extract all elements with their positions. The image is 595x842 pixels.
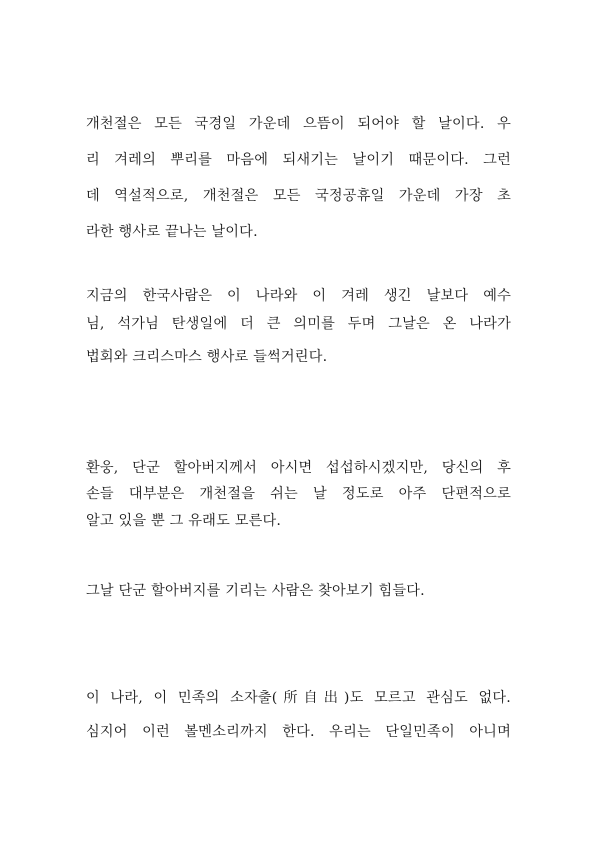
text-line: 알고 있을 뿐 그 유래도 모른다. <box>86 513 282 529</box>
text-line: 리 겨레의 뿌리를 마음에 되새기는 날이기 때문이다. 그런 <box>86 152 511 168</box>
text-line: 라한 행사로 끝나는 날이다. <box>86 224 258 240</box>
text-line: 이 나라, 이 민족의 소자출(所自出)도 모르고 관심도 없다. <box>86 690 511 706</box>
text-line: 법회와 크리스마스 행사로 들썩거린다. <box>86 349 328 365</box>
text-line: 지금의 한국사람은 이 나라와 이 겨레 생긴 날보다 예수 <box>86 288 511 304</box>
text-line: 님, 석가님 탄생일에 더 큰 의미를 두며 그날은 온 나라가 <box>86 316 511 332</box>
text-line: 손들 대부분은 개천절을 쉬는 날 정도로 아주 단편적으로 <box>86 486 511 502</box>
text-line: 개천절은 모든 국경일 가운데 으뜸이 되어야 할 날이다. 우 <box>86 116 511 132</box>
text-line: 심지어 이런 볼멘소리까지 한다. 우리는 단일민족이 아니며 <box>86 724 511 740</box>
text-line: 데 역설적으로, 개천절은 모든 국정공휴일 가운데 가장 초 <box>86 188 511 204</box>
text-line: 그날 단군 할아버지를 기리는 사람은 찾아보기 힘들다. <box>86 583 425 599</box>
text-line: 환웅, 단군 할아버지께서 아시면 섭섭하시겠지만, 당신의 후 <box>86 460 511 476</box>
